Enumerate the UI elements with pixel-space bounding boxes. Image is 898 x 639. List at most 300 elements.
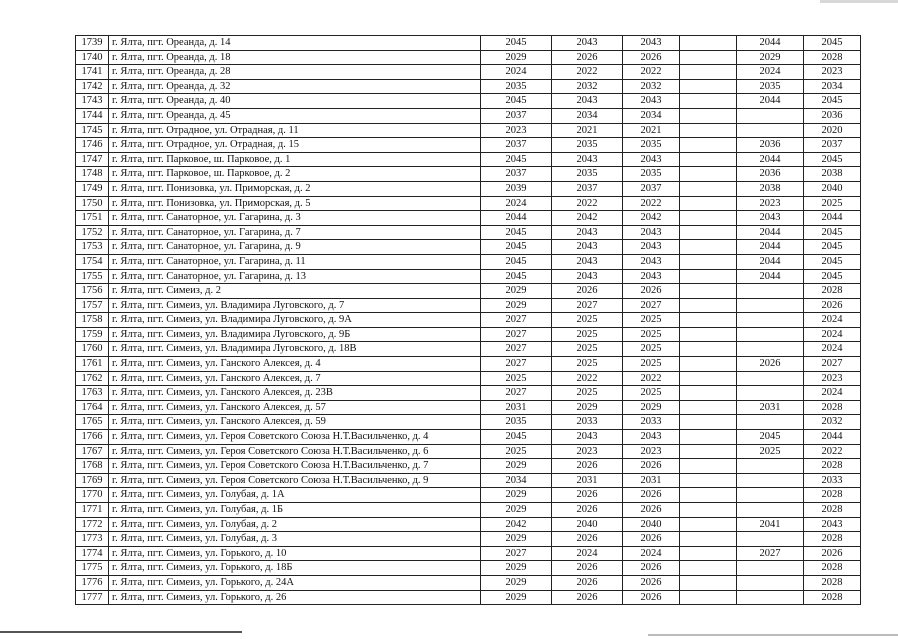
row-number: 1766 (76, 430, 109, 445)
table-row (76, 430, 861, 445)
row-year-5 (737, 123, 804, 138)
row-year-6: 2028 (804, 575, 861, 590)
table-row (76, 546, 861, 561)
row-number: 1764 (76, 400, 109, 415)
row-year-4 (680, 108, 737, 123)
row-year-1: 2029 (481, 284, 552, 299)
row-address: г. Ялта, пгт. Симеиз, ул. Героя Советского Союза Н.Т.Васильченко, д. 9 (109, 473, 481, 488)
row-address: г. Ялта, пгт. Симеиз, ул. Голубая, д. 2 (109, 517, 481, 532)
row-year-3: 2024 (623, 546, 680, 561)
row-year-2: 2023 (552, 444, 623, 459)
row-year-3: 2032 (623, 79, 680, 94)
row-year-6: 2034 (804, 79, 861, 94)
row-number: 1749 (76, 181, 109, 196)
row-number: 1754 (76, 254, 109, 269)
row-year-5: 2044 (737, 94, 804, 109)
row-year-5: 2036 (737, 167, 804, 182)
row-year-6: 2024 (804, 342, 861, 357)
row-number: 1777 (76, 590, 109, 605)
row-year-3: 2043 (623, 254, 680, 269)
row-year-5: 2025 (737, 444, 804, 459)
row-year-3: 2026 (623, 284, 680, 299)
row-number: 1771 (76, 503, 109, 518)
row-year-1: 2029 (481, 503, 552, 518)
row-address: г. Ялта, пгт. Санаторное, ул. Гагарина, д. 11 (109, 254, 481, 269)
row-year-5: 2036 (737, 138, 804, 153)
row-year-3: 2025 (623, 357, 680, 372)
scan-artifact-bottom-right (648, 634, 898, 636)
row-year-6: 2028 (804, 532, 861, 547)
row-year-2: 2043 (552, 240, 623, 255)
row-address: г. Ялта, пгт. Отрадное, ул. Отрадная, д. 11 (109, 123, 481, 138)
row-year-1: 2035 (481, 79, 552, 94)
row-address: г. Ялта, пгт. Симеиз, ул. Владимира Луговского, д. 18В (109, 342, 481, 357)
row-year-5: 2023 (737, 196, 804, 211)
row-year-6: 2028 (804, 400, 861, 415)
row-year-1: 2034 (481, 473, 552, 488)
table-row (76, 211, 861, 226)
row-year-2: 2037 (552, 181, 623, 196)
row-year-4 (680, 400, 737, 415)
row-year-5 (737, 561, 804, 576)
row-year-6: 2045 (804, 152, 861, 167)
row-year-1: 2037 (481, 108, 552, 123)
row-year-1: 2035 (481, 415, 552, 430)
row-address: г. Ялта, пгт. Симеиз, д. 2 (109, 284, 481, 299)
row-year-3: 2021 (623, 123, 680, 138)
row-year-2: 2043 (552, 254, 623, 269)
table-row (76, 532, 861, 547)
row-year-6: 2028 (804, 561, 861, 576)
row-year-5: 2035 (737, 79, 804, 94)
row-year-6: 2026 (804, 546, 861, 561)
table-row (76, 225, 861, 240)
row-number: 1742 (76, 79, 109, 94)
row-year-6: 2020 (804, 123, 861, 138)
row-year-1: 2044 (481, 211, 552, 226)
row-year-1: 2029 (481, 459, 552, 474)
row-year-3: 2040 (623, 517, 680, 532)
row-year-5: 2044 (737, 225, 804, 240)
row-address: г. Ялта, пгт. Ореанда, д. 14 (109, 36, 481, 51)
row-year-3: 2043 (623, 240, 680, 255)
table-row (76, 371, 861, 386)
row-year-3: 2034 (623, 108, 680, 123)
row-year-3: 2026 (623, 503, 680, 518)
row-year-6: 2044 (804, 211, 861, 226)
row-address: г. Ялта, пгт. Ореанда, д. 45 (109, 108, 481, 123)
row-year-4 (680, 79, 737, 94)
table-row (76, 269, 861, 284)
row-year-4 (680, 240, 737, 255)
row-year-2: 2025 (552, 313, 623, 328)
row-year-5 (737, 386, 804, 401)
row-year-3: 2025 (623, 386, 680, 401)
row-number: 1746 (76, 138, 109, 153)
row-year-6: 2028 (804, 503, 861, 518)
row-year-4 (680, 546, 737, 561)
row-year-5 (737, 313, 804, 328)
row-number: 1774 (76, 546, 109, 561)
row-year-5 (737, 342, 804, 357)
row-year-3: 2029 (623, 400, 680, 415)
row-year-4 (680, 284, 737, 299)
row-number: 1750 (76, 196, 109, 211)
row-year-6: 2024 (804, 386, 861, 401)
row-year-4 (680, 503, 737, 518)
row-year-5 (737, 284, 804, 299)
row-number: 1763 (76, 386, 109, 401)
row-address: г. Ялта, пгт. Симеиз, ул. Ганского Алексея, д. 57 (109, 400, 481, 415)
row-year-1: 2027 (481, 357, 552, 372)
table-row (76, 488, 861, 503)
row-address: г. Ялта, пгт. Ореанда, д. 18 (109, 50, 481, 65)
row-year-1: 2029 (481, 575, 552, 590)
row-year-4 (680, 211, 737, 226)
table-row (76, 284, 861, 299)
row-address: г. Ялта, пгт. Симеиз, ул. Горького, д. 18Б (109, 561, 481, 576)
row-year-2: 2027 (552, 298, 623, 313)
row-year-6: 2033 (804, 473, 861, 488)
row-year-5 (737, 575, 804, 590)
row-address: г. Ялта, пгт. Симеиз, ул. Владимира Луговского, д. 9А (109, 313, 481, 328)
row-year-4 (680, 50, 737, 65)
table-row (76, 561, 861, 576)
row-year-6: 2028 (804, 590, 861, 605)
row-year-1: 2025 (481, 444, 552, 459)
table-row (76, 342, 861, 357)
row-year-3: 2043 (623, 36, 680, 51)
row-year-6: 2028 (804, 488, 861, 503)
row-year-6: 2038 (804, 167, 861, 182)
row-year-4 (680, 313, 737, 328)
row-year-5 (737, 298, 804, 313)
row-year-5: 2041 (737, 517, 804, 532)
row-address: г. Ялта, пгт. Парковое, ш. Парковое, д. 1 (109, 152, 481, 167)
row-number: 1775 (76, 561, 109, 576)
scan-artifact-top (820, 0, 898, 3)
row-year-4 (680, 517, 737, 532)
table-row (76, 575, 861, 590)
table-row (76, 590, 861, 605)
row-year-6: 2040 (804, 181, 861, 196)
row-address: г. Ялта, пгт. Санаторное, ул. Гагарина, д. 3 (109, 211, 481, 226)
row-year-1: 2045 (481, 240, 552, 255)
row-address: г. Ялта, пгт. Понизовка, ул. Приморская, д. 2 (109, 181, 481, 196)
row-year-3: 2043 (623, 94, 680, 109)
row-year-2: 2026 (552, 459, 623, 474)
row-number: 1768 (76, 459, 109, 474)
row-year-1: 2024 (481, 65, 552, 80)
table-row (76, 181, 861, 196)
row-address: г. Ялта, пгт. Симеиз, ул. Голубая, д. 3 (109, 532, 481, 547)
row-year-2: 2025 (552, 357, 623, 372)
table-row (76, 503, 861, 518)
row-year-4 (680, 357, 737, 372)
row-year-6: 2045 (804, 240, 861, 255)
row-year-6: 2022 (804, 444, 861, 459)
row-year-1: 2045 (481, 36, 552, 51)
row-number: 1758 (76, 313, 109, 328)
row-year-4 (680, 167, 737, 182)
row-year-4 (680, 181, 737, 196)
row-year-1: 2045 (481, 254, 552, 269)
row-year-3: 2026 (623, 459, 680, 474)
table-row (76, 517, 861, 532)
row-number: 1744 (76, 108, 109, 123)
table-row (76, 386, 861, 401)
row-year-5: 2043 (737, 211, 804, 226)
row-address: г. Ялта, пгт. Симеиз, ул. Горького, д. 24А (109, 575, 481, 590)
row-year-2: 2040 (552, 517, 623, 532)
row-address: г. Ялта, пгт. Симеиз, ул. Горького, д. 26 (109, 590, 481, 605)
row-year-1: 2045 (481, 225, 552, 240)
row-number: 1762 (76, 371, 109, 386)
row-year-6: 2025 (804, 196, 861, 211)
row-year-1: 2037 (481, 167, 552, 182)
row-year-1: 2029 (481, 561, 552, 576)
table-row (76, 473, 861, 488)
row-address: г. Ялта, пгт. Симеиз, ул. Ганского Алексея, д. 23В (109, 386, 481, 401)
table-row (76, 152, 861, 167)
row-address: г. Ялта, пгт. Ореанда, д. 32 (109, 79, 481, 94)
table-row (76, 254, 861, 269)
row-year-2: 2033 (552, 415, 623, 430)
row-year-3: 2026 (623, 575, 680, 590)
table-row (76, 36, 861, 51)
row-year-1: 2029 (481, 488, 552, 503)
row-year-3: 2031 (623, 473, 680, 488)
row-year-3: 2022 (623, 371, 680, 386)
row-year-4 (680, 561, 737, 576)
row-year-1: 2029 (481, 532, 552, 547)
row-year-1: 2031 (481, 400, 552, 415)
row-year-4 (680, 138, 737, 153)
row-year-4 (680, 430, 737, 445)
row-year-2: 2026 (552, 575, 623, 590)
row-year-4 (680, 575, 737, 590)
row-year-3: 2026 (623, 561, 680, 576)
row-year-3: 2043 (623, 152, 680, 167)
row-number: 1757 (76, 298, 109, 313)
row-year-6: 2028 (804, 284, 861, 299)
row-year-5 (737, 488, 804, 503)
row-year-5: 2044 (737, 36, 804, 51)
row-year-6: 2032 (804, 415, 861, 430)
scan-artifact-bottom-left (0, 631, 242, 633)
table-row (76, 459, 861, 474)
table-row (76, 138, 861, 153)
row-year-6: 2023 (804, 65, 861, 80)
row-address: г. Ялта, пгт. Санаторное, ул. Гагарина, д. 13 (109, 269, 481, 284)
row-year-4 (680, 225, 737, 240)
row-year-3: 2035 (623, 167, 680, 182)
row-year-3: 2022 (623, 65, 680, 80)
row-year-6: 2027 (804, 357, 861, 372)
row-year-2: 2043 (552, 94, 623, 109)
row-number: 1743 (76, 94, 109, 109)
row-year-4 (680, 152, 737, 167)
row-address: г. Ялта, пгт. Симеиз, ул. Голубая, д. 1Б (109, 503, 481, 518)
row-year-5: 2029 (737, 50, 804, 65)
row-year-4 (680, 36, 737, 51)
row-year-4 (680, 196, 737, 211)
row-year-2: 2022 (552, 65, 623, 80)
row-year-4 (680, 415, 737, 430)
row-year-3: 2026 (623, 50, 680, 65)
row-year-3: 2037 (623, 181, 680, 196)
row-year-5: 2044 (737, 152, 804, 167)
row-year-5 (737, 532, 804, 547)
row-year-2: 2043 (552, 430, 623, 445)
row-number: 1769 (76, 473, 109, 488)
row-year-2: 2026 (552, 488, 623, 503)
row-year-4 (680, 386, 737, 401)
row-year-2: 2043 (552, 152, 623, 167)
table-row (76, 313, 861, 328)
row-number: 1770 (76, 488, 109, 503)
row-year-5: 2031 (737, 400, 804, 415)
row-year-2: 2026 (552, 284, 623, 299)
row-year-5: 2044 (737, 254, 804, 269)
row-year-1: 2029 (481, 298, 552, 313)
row-year-5: 2044 (737, 269, 804, 284)
table-row (76, 415, 861, 430)
row-year-5: 2044 (737, 240, 804, 255)
row-year-4 (680, 342, 737, 357)
row-number: 1767 (76, 444, 109, 459)
row-year-6: 2024 (804, 313, 861, 328)
row-address: г. Ялта, пгт. Симеиз, ул. Героя Советского Союза Н.Т.Васильченко, д. 4 (109, 430, 481, 445)
row-year-4 (680, 459, 737, 474)
row-year-3: 2043 (623, 430, 680, 445)
table-row (76, 298, 861, 313)
row-year-2: 2042 (552, 211, 623, 226)
registry-body (76, 36, 861, 605)
table-row (76, 400, 861, 415)
row-year-1: 2039 (481, 181, 552, 196)
row-address: г. Ялта, пгт. Парковое, ш. Парковое, д. 2 (109, 167, 481, 182)
row-year-3: 2026 (623, 532, 680, 547)
row-address: г. Ялта, пгт. Санаторное, ул. Гагарина, д. 7 (109, 225, 481, 240)
table-row (76, 94, 861, 109)
row-year-2: 2032 (552, 79, 623, 94)
row-year-3: 2033 (623, 415, 680, 430)
row-year-6: 2023 (804, 371, 861, 386)
row-year-1: 2027 (481, 327, 552, 342)
row-year-4 (680, 254, 737, 269)
row-year-1: 2042 (481, 517, 552, 532)
row-year-5: 2026 (737, 357, 804, 372)
row-year-2: 2025 (552, 386, 623, 401)
row-year-3: 2026 (623, 488, 680, 503)
row-year-5 (737, 415, 804, 430)
table-row (76, 240, 861, 255)
row-year-6: 2045 (804, 36, 861, 51)
row-year-3: 2025 (623, 342, 680, 357)
row-year-1: 2027 (481, 546, 552, 561)
row-address: г. Ялта, пгт. Симеиз, ул. Героя Советского Союза Н.Т.Васильченко, д. 7 (109, 459, 481, 474)
row-year-1: 2027 (481, 342, 552, 357)
row-year-2: 2035 (552, 138, 623, 153)
row-address: г. Ялта, пгт. Ореанда, д. 28 (109, 65, 481, 80)
row-year-2: 2031 (552, 473, 623, 488)
row-year-1: 2024 (481, 196, 552, 211)
row-year-3: 2023 (623, 444, 680, 459)
row-year-2: 2025 (552, 342, 623, 357)
row-year-6: 2026 (804, 298, 861, 313)
row-year-2: 2043 (552, 36, 623, 51)
row-year-6: 2024 (804, 327, 861, 342)
row-number: 1759 (76, 327, 109, 342)
row-year-1: 2025 (481, 371, 552, 386)
row-year-4 (680, 298, 737, 313)
row-number: 1752 (76, 225, 109, 240)
row-year-6: 2043 (804, 517, 861, 532)
row-year-4 (680, 123, 737, 138)
row-number: 1755 (76, 269, 109, 284)
row-year-2: 2035 (552, 167, 623, 182)
row-year-1: 2027 (481, 386, 552, 401)
row-address: г. Ялта, пгт. Понизовка, ул. Приморская, д. 5 (109, 196, 481, 211)
row-year-5 (737, 459, 804, 474)
row-year-2: 2026 (552, 50, 623, 65)
row-year-2: 2026 (552, 532, 623, 547)
row-year-2: 2043 (552, 269, 623, 284)
row-year-1: 2029 (481, 50, 552, 65)
table-row (76, 108, 861, 123)
row-year-3: 2043 (623, 225, 680, 240)
row-year-6: 2037 (804, 138, 861, 153)
row-year-5 (737, 473, 804, 488)
row-year-3: 2042 (623, 211, 680, 226)
row-year-4 (680, 532, 737, 547)
row-year-3: 2027 (623, 298, 680, 313)
row-address: г. Ялта, пгт. Ореанда, д. 40 (109, 94, 481, 109)
row-year-4 (680, 269, 737, 284)
row-year-2: 2024 (552, 546, 623, 561)
row-year-6: 2045 (804, 269, 861, 284)
row-address: г. Ялта, пгт. Санаторное, ул. Гагарина, д. 9 (109, 240, 481, 255)
row-year-3: 2022 (623, 196, 680, 211)
table-row (76, 79, 861, 94)
row-year-4 (680, 488, 737, 503)
table-row (76, 357, 861, 372)
row-number: 1745 (76, 123, 109, 138)
row-year-1: 2045 (481, 152, 552, 167)
row-address: г. Ялта, пгт. Симеиз, ул. Голубая, д. 1А (109, 488, 481, 503)
table-row (76, 50, 861, 65)
row-year-6: 2045 (804, 254, 861, 269)
row-year-3: 2026 (623, 590, 680, 605)
row-year-3: 2025 (623, 313, 680, 328)
row-number: 1772 (76, 517, 109, 532)
row-year-6: 2045 (804, 94, 861, 109)
row-year-1: 2045 (481, 94, 552, 109)
row-year-3: 2043 (623, 269, 680, 284)
row-number: 1756 (76, 284, 109, 299)
row-number: 1748 (76, 167, 109, 182)
row-number: 1739 (76, 36, 109, 51)
row-number: 1741 (76, 65, 109, 80)
row-year-1: 2045 (481, 430, 552, 445)
row-year-2: 2034 (552, 108, 623, 123)
row-number: 1740 (76, 50, 109, 65)
row-number: 1747 (76, 152, 109, 167)
row-number: 1773 (76, 532, 109, 547)
row-address: г. Ялта, пгт. Симеиз, ул. Ганского Алексея, д. 59 (109, 415, 481, 430)
row-year-5 (737, 108, 804, 123)
